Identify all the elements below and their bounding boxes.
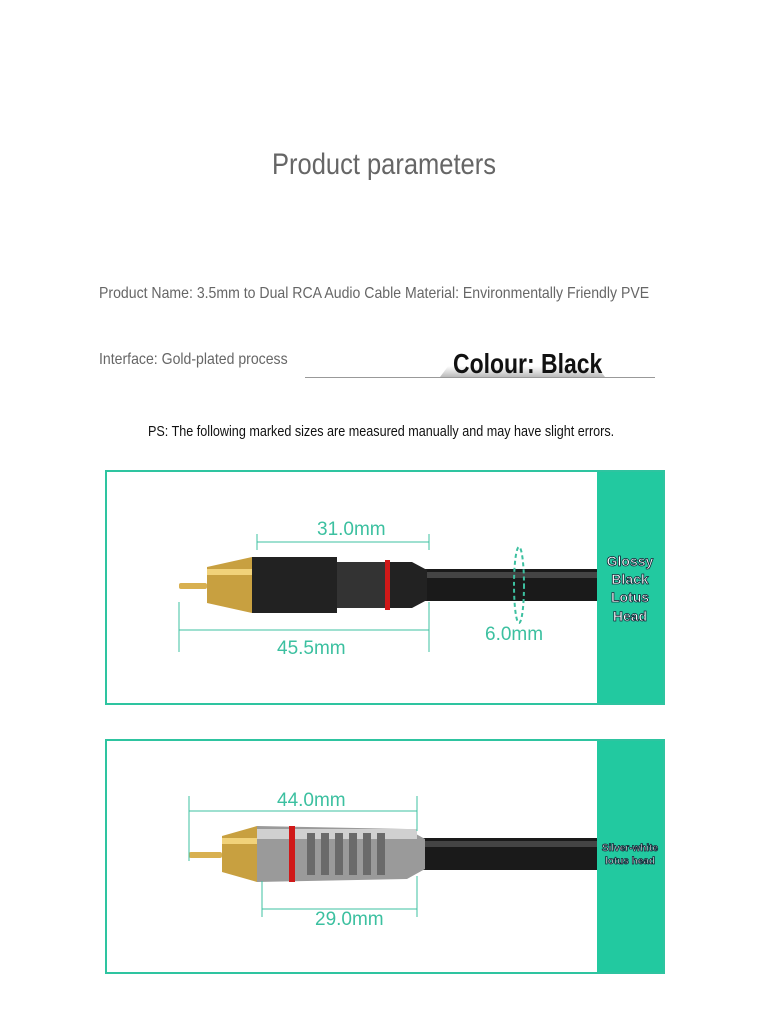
dimension-44mm: 44.0mm bbox=[277, 790, 346, 811]
spec-interface: Interface: Gold-plated process bbox=[99, 351, 288, 368]
dimension-31mm: 31.0mm bbox=[317, 519, 386, 540]
dimension-cable-6mm: 6.0mm bbox=[485, 624, 544, 645]
panel-black-head bbox=[105, 470, 665, 705]
measurement-note: PS: The following marked sizes are measured manually and may have slight errors. bbox=[148, 423, 615, 440]
spec-product-name: Product Name: 3.5mm to Dual RCA Audio Cable Material: Environmentally Friendly PVE bbox=[99, 285, 650, 302]
spec-colour: Colour: Black bbox=[453, 348, 603, 379]
panel-silver-head bbox=[105, 739, 665, 974]
silver-rca-connector-image bbox=[107, 741, 663, 972]
page-title: Product parameters bbox=[272, 148, 496, 181]
label-glossy-black-lotus-head: Glossy Black Lotus Head bbox=[606, 553, 654, 624]
dimension-29mm: 29.0mm bbox=[315, 909, 384, 930]
label-strip bbox=[597, 472, 663, 703]
label-strip bbox=[597, 741, 663, 972]
black-rca-connector-image bbox=[107, 472, 663, 703]
dimension-45-5mm: 45.5mm bbox=[277, 638, 346, 659]
label-silver-white-lotus-head: Silver-white lotus head bbox=[601, 843, 659, 867]
